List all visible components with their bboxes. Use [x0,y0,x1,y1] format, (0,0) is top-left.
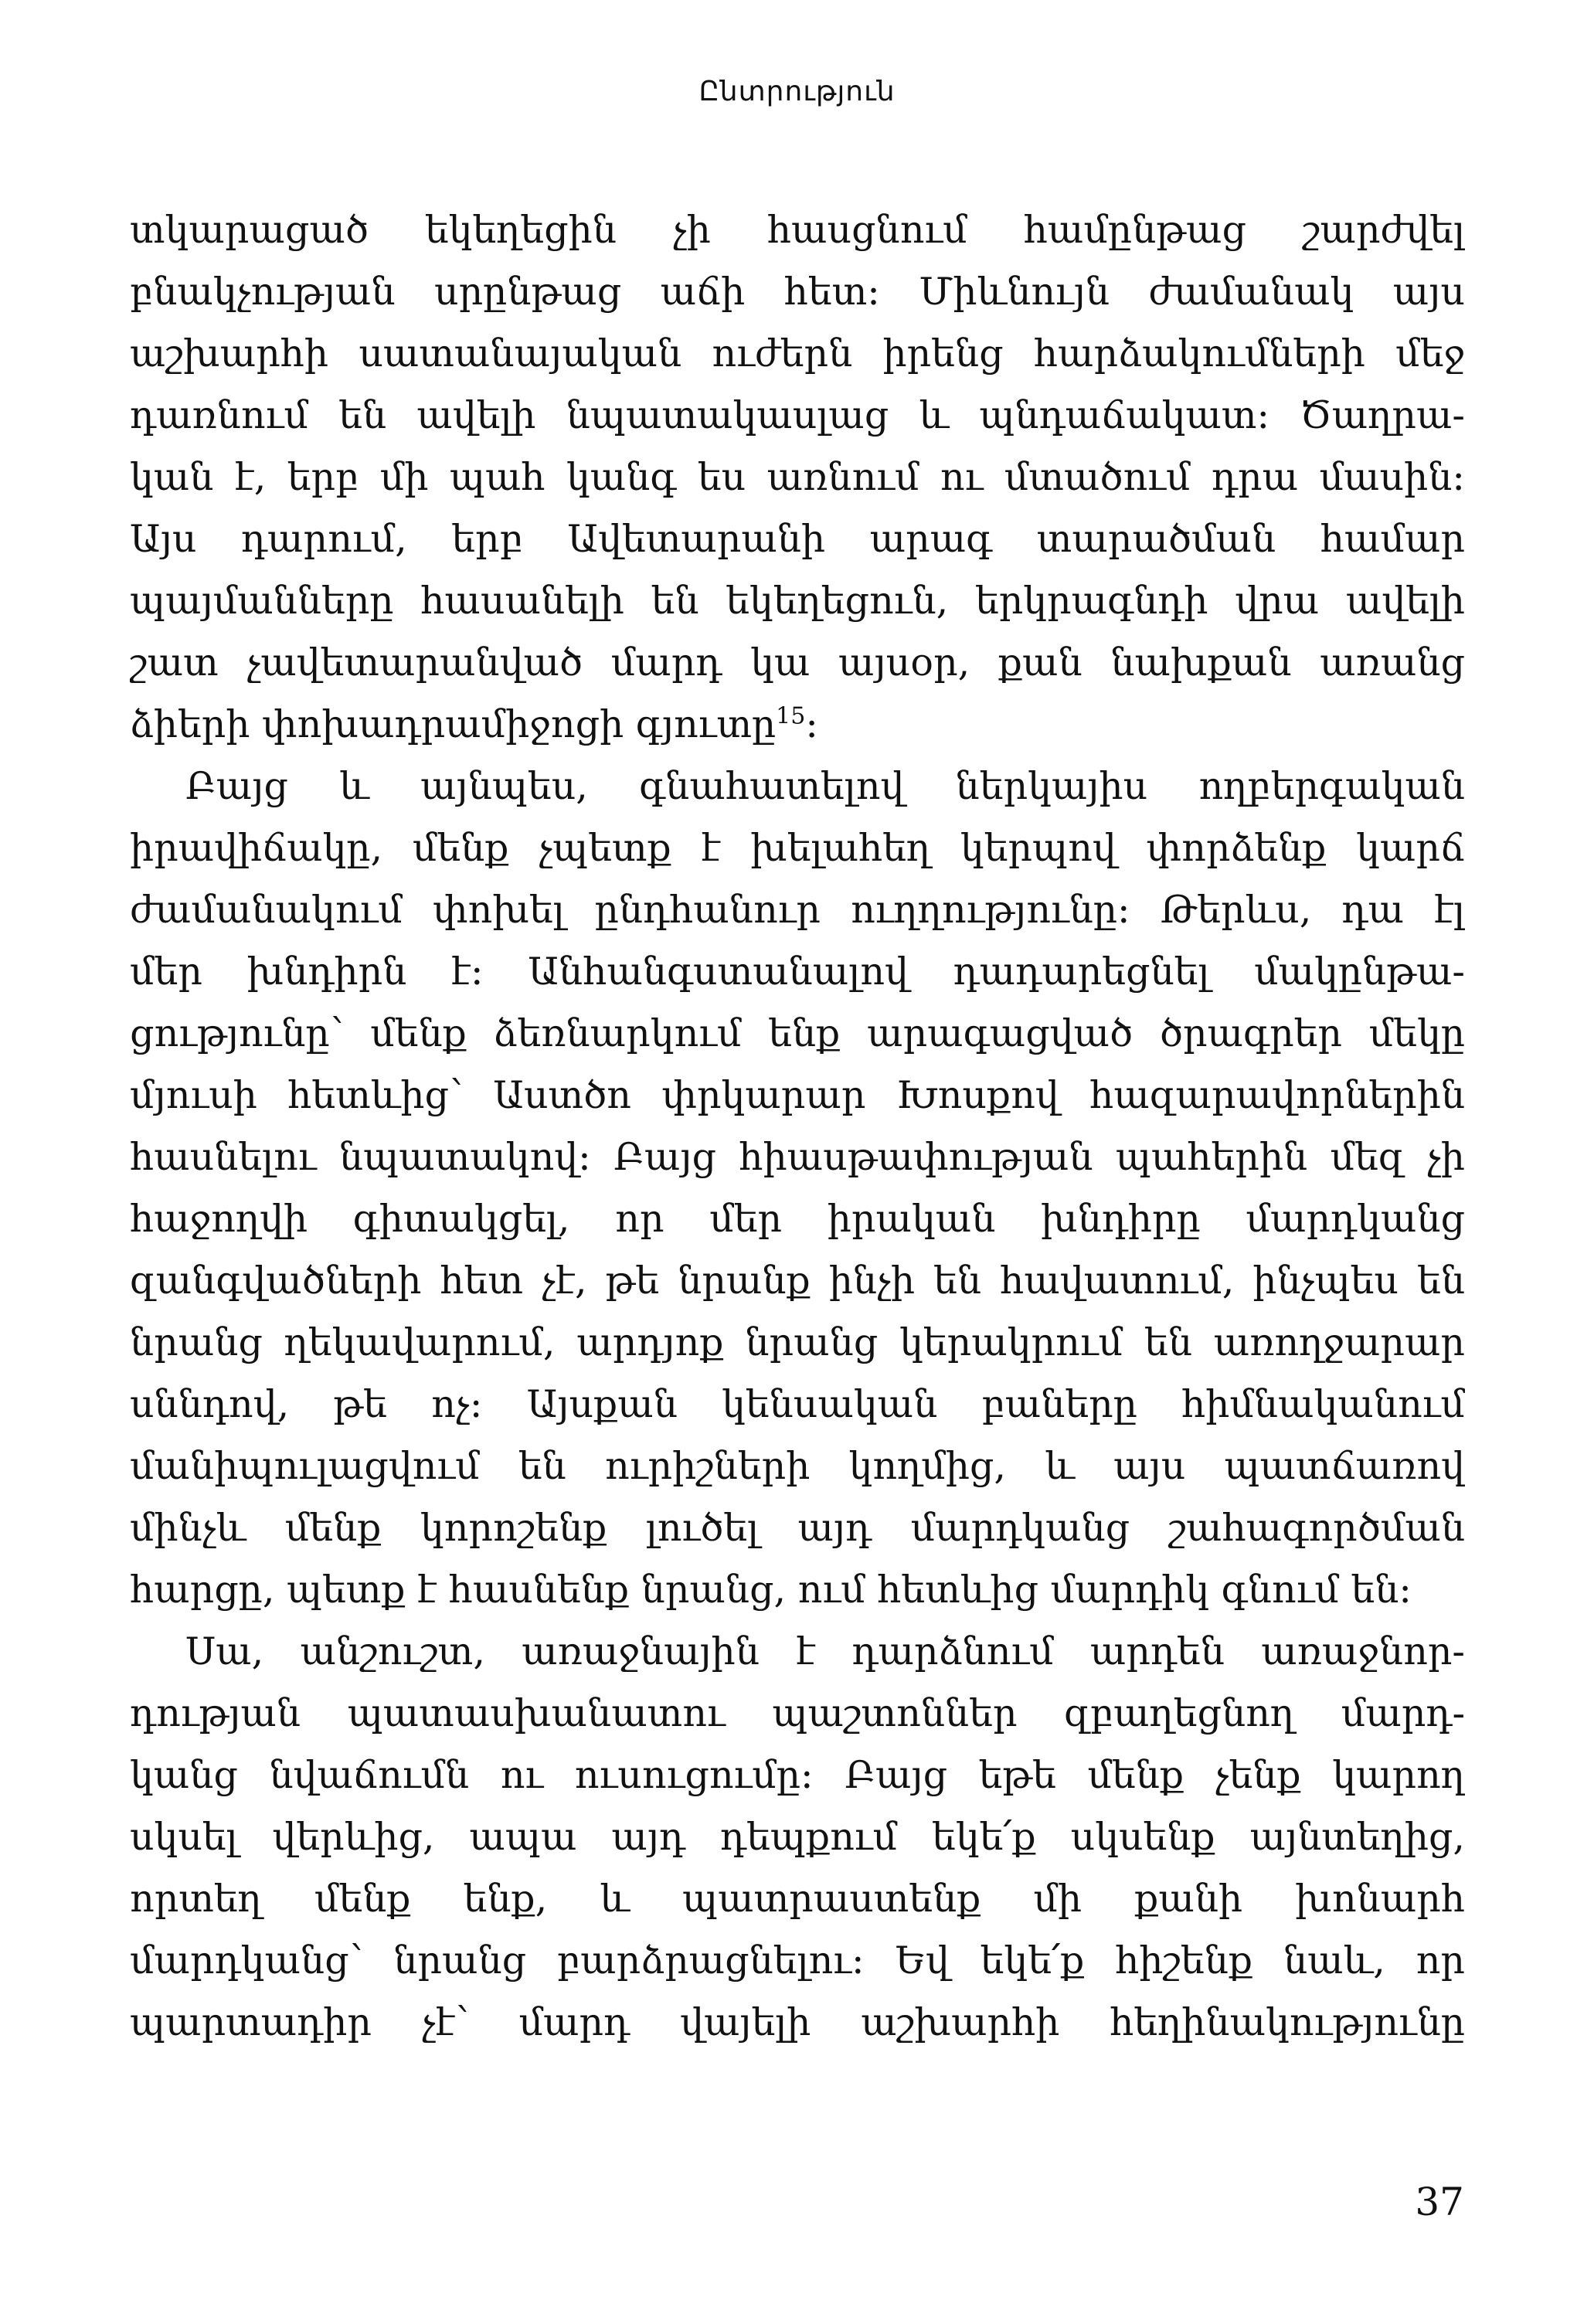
line-text: կան է, երբ մի պահ կանգ ես առնում ու մտածում դրա մասին։ [130,455,1465,499]
line-text: ցությունը՝ մենք ձեռնարկում ենք արագացված ծրագրեր մեկը [130,1011,1465,1055]
line-text: մանիպուլացվում են ուրիշների կողմից, և այս պատճառով [130,1444,1465,1488]
text-line [130,1621,1465,1683]
text-line [130,1126,1465,1188]
text-line [130,199,1465,261]
line-text: մինչև մենք կորոշենք լուծել այդ մարդկանց շահագործման [130,1506,1465,1550]
text-line [130,1745,1465,1806]
text-line [130,570,1465,632]
running-head: Ընտրություն [698,76,896,107]
line-text: պայմանները հասանելի են եկեղեցուն, երկրագնդի վրա ավելի [130,579,1465,623]
text-line [130,756,1465,817]
line-text: ձիերի փոխադրամիջոցի գյուտը [130,702,777,746]
line-text: իրավիճակը, մենք չպետք է խելահեղ կերպով փորձենք կարճ [130,826,1465,870]
line-punctuation: ։ [805,702,819,746]
text-line [130,385,1465,447]
text-line [130,1374,1465,1436]
line-text: որտեղ մենք ենք, և պատրաստենք մի քանի խոնարհ [130,1877,1465,1921]
text-line [130,1930,1465,1992]
line-text: մեր խնդիրն է։ Անհանգստանալով դադարեցնել մակընթա- [130,950,1465,994]
line-text: շատ չավետարանված մարդ կա այսօր, քան նախքան առանց [130,640,1465,685]
text-line [130,447,1465,508]
line-text: կանց նվաճումն ու ուսուցումը։ Բայց եթե մենք չենք կարող [130,1753,1465,1797]
line-text: աշխարհի սատանայական ուժերն իրենց հարձակումների մեջ [130,331,1465,375]
text-line [130,1806,1465,1868]
text-line [130,879,1465,941]
line-text: բնակչության սրընթաց աճի հետ։ Միևնույն ժամանակ այս [130,270,1465,314]
line-text: դառնում են ավելի նպատակասլաց և պնդաճակատ։ Ծաղրա- [130,393,1465,437]
line-text: սննդով, թե ոչ։ Այսքան կենսական բաները հիմնականում [130,1382,1465,1426]
body-text [130,199,1465,2054]
line-text: պարտադիր չէ՝ մարդ վայելի աշխարհի հեղինակությունը [130,2000,1465,2044]
line-text: Սա, անշուշտ, առաջնային է դարձնում արդեն առաջնոր- [185,1629,1465,1673]
page-number: 37 [1415,2180,1464,2224]
text-line [130,1497,1465,1559]
text-line [130,261,1465,323]
line-text: մյուսի հետևից՝ Աստծո փրկարար Խոսքով հազարավորներին [130,1073,1465,1117]
line-text: հասնելու նպատակով։ Բայց հիասթափության պահերին մեզ չի [130,1135,1465,1179]
text-line [130,632,1465,694]
text-line [130,1312,1465,1374]
footnote-marker: 15 [776,702,806,730]
text-line [130,1559,1465,1621]
text-line [130,1436,1465,1497]
text-line [130,1683,1465,1745]
line-text: դության պատասխանատու պաշտոններ զբաղեցնող մարդ- [130,1691,1465,1735]
line-text: սկսել վերևից, ապա այդ դեպքում եկե՛ք սկսենք այնտեղից, [130,1815,1465,1859]
text-line [130,1188,1465,1250]
line-text: Բայց և այնպես, գնահատելով ներկայիս ողբերգական [185,764,1465,808]
text-line [130,941,1465,1003]
line-text: տկարացած եկեղեցին չի հասցնում համընթաց շարժվել [130,208,1465,252]
text-line [130,694,1465,756]
text-line [130,1250,1465,1312]
line-text: հարցը, պետք է հասնենք նրանց, ում հետևից մարդիկ գնում են։ [130,1568,1412,1612]
text-line [130,508,1465,570]
line-text: մարդկանց՝ նրանց բարձրացնելու։ Եվ եկե՛ք հիշենք նաև, որ [130,1938,1465,1983]
line-text: հաջողվի գիտակցել, որ մեր իրական խնդիրը մարդկանց [130,1197,1465,1241]
text-line [130,1065,1465,1126]
line-text: զանգվածների հետ չէ, թե նրանք ինչի են հավատում, ինչպես են [130,1259,1465,1303]
text-line [130,1992,1465,2054]
line-text: ժամանակում փոխել ընդհանուր ուղղությունը։ Թերևս, դա էլ [130,888,1465,932]
text-line [130,1868,1465,1930]
line-text: նրանց ղեկավարում, արդյոք նրանց կերակրում են առողջարար [130,1320,1465,1364]
line-text: Այս դարում, երբ Ավետարանի արագ տարածման համար [130,517,1465,561]
text-line [130,323,1465,385]
text-line [130,817,1465,879]
text-line [130,1003,1465,1065]
